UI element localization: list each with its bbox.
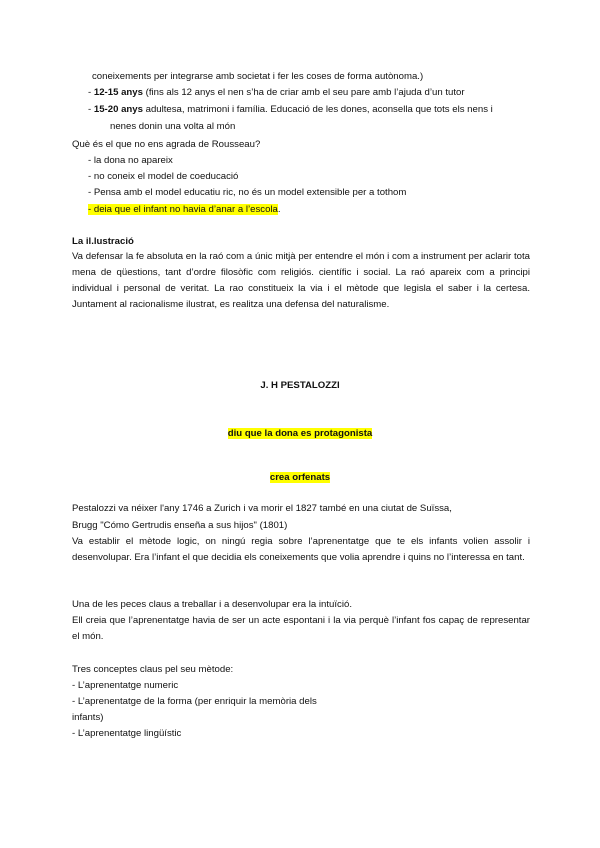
list-item-continuation: nenes donin una volta al món [110, 121, 236, 132]
highlight-orfenats [0, 470, 600, 486]
illustracio-paragraph: Va defensar la fe absoluta en la raó com a únic mitjà per entendre el món i com a instrument per aclarir tota mena de qüestions, tant d’ordre filosòfic com religiós. científic i social. La raó apareix com a principi individual i personal de veritat. La rao constitueix la via i el mètode que legisla el saber i la certesa. Juntament al racionalisme ilustrat, es realitza una defensa del naturalisme. [72, 251, 530, 310]
highlighted-text: diu que la dona es protagonista [227, 428, 373, 439]
rousseau-item: - no coneix el model de coeducació [88, 171, 239, 182]
intro-line: coneixements per integrarse amb societat i fer les coses de forma autònoma.) [92, 71, 424, 82]
trailing-period: . [277, 204, 281, 215]
intuition-line: Una de les peces claus a treballar i a desenvolupar era la intuïció. [72, 599, 352, 610]
rousseau-item-highlighted [88, 202, 281, 218]
intuition-paragraph: Ell creia que l’aprenentatge havia de ser un acte espontani i la via perquè l’infant fos capaç de representar el món. [72, 615, 530, 642]
concept-item-continuation: infants) [72, 712, 104, 723]
section-title: J. H PESTALOZZI [260, 380, 340, 391]
highlight-protagonista [0, 426, 600, 442]
age-label: 15-20 anys [93, 104, 143, 115]
bio-line: Brugg "Cómo Gertrudis enseña a sus hijos" (1801) [72, 520, 288, 531]
list-dash: - [88, 87, 94, 98]
highlighted-text: - deia que el infant no havia d’anar a l’escola [88, 204, 278, 215]
rousseau-question: Què és el que no ens agrada de Rousseau? [72, 139, 261, 150]
age-text: adultesa, matrimoni i família. Educació de les dones, aconsella que tots els nens i [142, 104, 493, 115]
concept-item: - L’aprenentatge lingüístic [72, 728, 182, 739]
list-item-15-20 [88, 102, 493, 118]
list-item-12-15 [88, 85, 465, 101]
age-text: (fins als 12 anys el nen s’ha de criar amb el seu pare amb l’ajuda d’un tutor [142, 87, 465, 98]
concept-item: - L’aprenentatge de la forma (per enriquir la memòria dels [72, 696, 317, 707]
list-dash: - [88, 104, 94, 115]
concepts-intro: Tres conceptes claus pel seu mètode: [72, 664, 234, 675]
rousseau-item: - la dona no apareix [88, 155, 173, 166]
highlighted-text: crea orfenats [269, 472, 331, 483]
method-paragraph: Va establir el mètode logic, on ningú regia sobre l’aprenentatge que te els infants volien assolir i desenvolupar. Era l’infant el que decidia els coneixements que volia aprendre i quins no l’interessa en tant. [72, 536, 530, 563]
rousseau-item: - Pensa amb el model educatiu ric, no és un model extensible per a tothom [88, 187, 407, 198]
section-heading: La il.lustració [72, 236, 134, 247]
concept-item: - L’aprenentatge numeric [72, 680, 179, 691]
age-label: 12-15 anys [93, 87, 143, 98]
bio-line: Pestalozzi va néixer l'any 1746 a Zurich i va morir el 1827 també en una ciutat de Suïssa, [72, 503, 452, 514]
